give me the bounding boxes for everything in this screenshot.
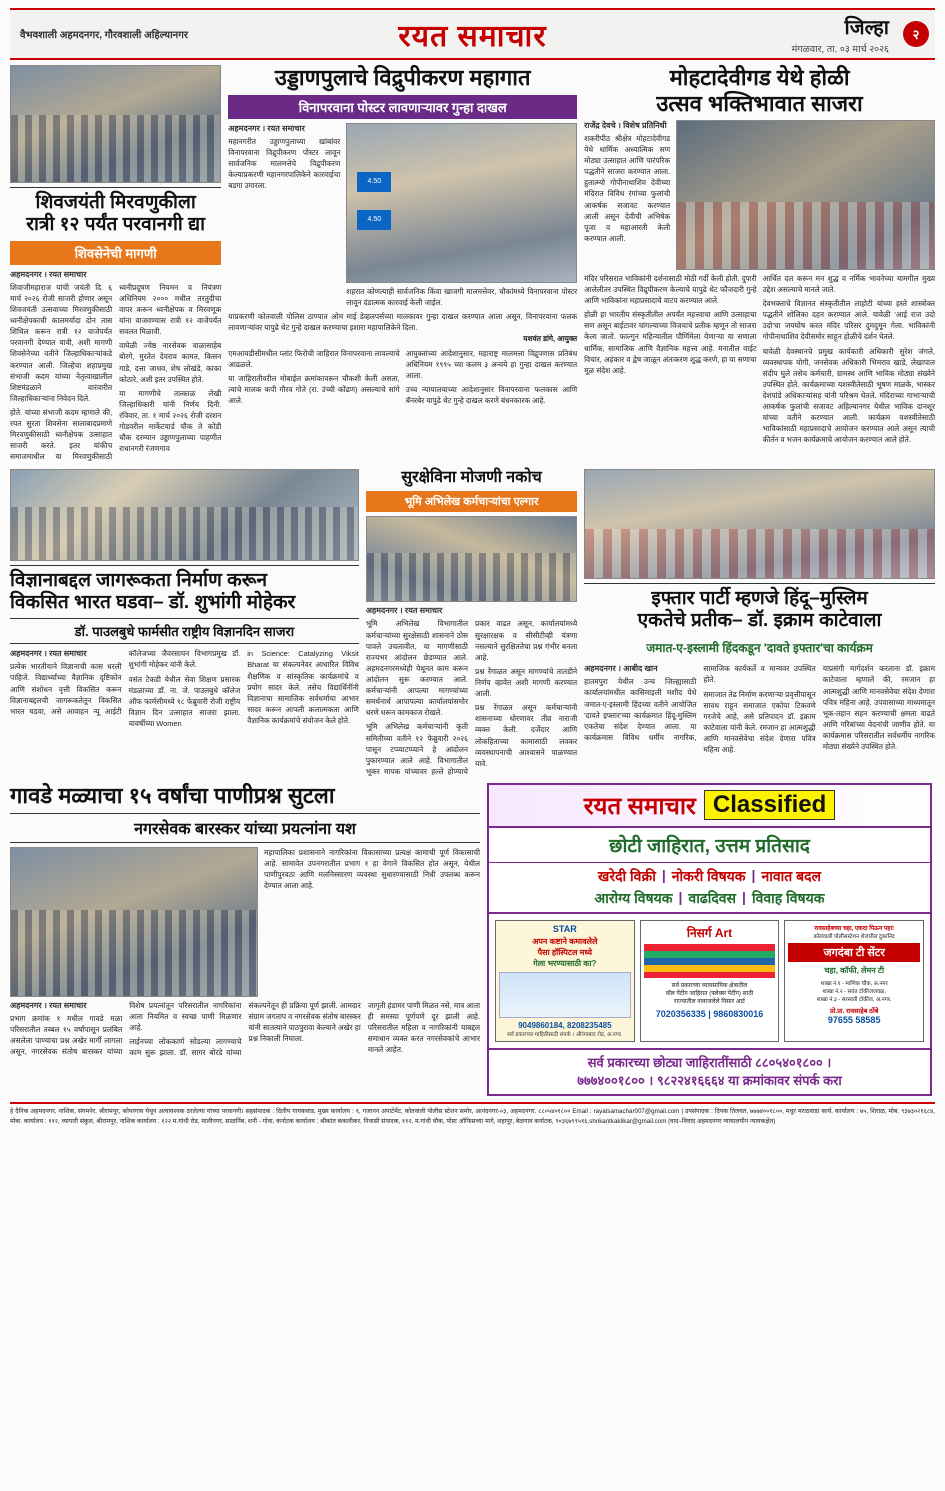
- left-column: [10, 65, 221, 463]
- masthead-meta: [675, 13, 925, 55]
- headline-mohatadevi-1: मोहटादेवीगड येथे होळी: [669, 65, 850, 90]
- ad-color-bars: [644, 944, 776, 978]
- ad-phone[interactable]: 9049860184, 8208235485: [518, 1020, 612, 1030]
- byline-science: अहमदनगर । रयत समाचार: [10, 649, 87, 659]
- right-para-1: शकरीपीठ श्रीक्षेत्र मोहटादेवीगड येथे धार्मिक अध्यात्मिक सण मोठ्या उत्साहात आणि पारंपरिक पद्धतीने साजरा करण्यात आला. हुतात्म्यो गोपीनाथाशिव देवीच्या मंदिरात विविध रंगांच्या फुलांची आकर्षक सजावट करण्यात आली असून देवीची अभिषेक पूजा व महाआरती केली करण्यात आली.: [584, 133, 671, 243]
- byline-left: अहमदनगर । रयत समाचार: [10, 269, 87, 279]
- band-jamat-iftar: जमात-ए-इस्लामी हिंदकडून 'दावते इफ्तार'चा कार्यक्रम: [646, 641, 873, 656]
- mid-right-para-1: आयुक्तांच्या आदेशानुसार, महाराष्ट्र मालमत्ता विद्रुपणास प्रतिबंध अधिनियम १९९५ च्या कलम ३ अन्वये हा गुन्हा दाखल करण्यात आला.: [405, 348, 578, 380]
- classified-footer-line1: सर्व प्रकारच्या छोट्या जाहिरातींसाठी ८८०५४०१८०० ।: [587, 1054, 832, 1070]
- ad-doctor-image: [499, 972, 631, 1018]
- headline-science-1: विज्ञानाबद्दल जागरूकता निर्माण करून: [10, 569, 268, 591]
- band-bhumi-abhilekh: भूमि अभिलेख कर्मचाऱ्यांचा एल्गार: [366, 491, 577, 512]
- left-para-3: होते. यांच्या संभाजी कदम म्हणाले की, रयत सुरता शिवसेना सालाबादप्रमाणे मिरवणुकीसाठी ध्वनीक्षेपक उत्साहात साजरी करते. इतर यांकीच समाजमाधील या मिरवणुकीसाठी ध्वनीप्रदूषण नियमन व नियंत्रण अधिनियम २००० मधील तरतुदीचा वापर करून ध्वनीक्षेपक व मिरवणूक यांना वाजवण्यास रात्री १२ वाजेपर्यंत सवलत मिळावी.: [10, 282, 222, 462]
- band-shivsena-demand: शिवसेनेची मागणी: [10, 241, 221, 265]
- mid-column: [228, 65, 577, 463]
- poster-sticker-2: 4.50: [357, 210, 391, 230]
- masthead-section: जिल्हा: [844, 17, 889, 39]
- divider-icon: |: [661, 866, 666, 883]
- byline-survey: अहमदनगर । रयत समाचार: [365, 606, 443, 616]
- mid-left-para-1: एमआयडीसीमधील प्लांट फिरोची जाहिरात विनापरवाना लावल्याचे आढळले.: [228, 348, 400, 369]
- top-section: [10, 65, 935, 463]
- ad2-line3: राज्यातील नावाजलेले निसार आर्ट: [674, 998, 745, 1005]
- classified-footer: [489, 1048, 930, 1094]
- ad2-line1: सर्व प्रकारच्या व्यावसायिक क्षेत्रातील: [671, 982, 748, 989]
- headline-survey: सुरक्षेविना मोजणी नकोच: [401, 468, 542, 486]
- right-para-5: देवभक्ताचे विज्ञानत संस्कृतीतील लाहोटी यांच्या हस्ते शास्त्रोक्त पद्धतीने शोलिका दहन करण्यात आले. यावेळी 'आई राज उदो उदो'चा जयघोष करत मंदिर परिसर दुमदुमून गेला. भाविकांनी गोपीनाथाशिव देवीसमोर साहून होळीचे दर्शन घेतले.: [762, 299, 935, 342]
- classified-category-row-1: [495, 867, 924, 886]
- mid-photo-caption2: याप्रकरणी कोतवाली पोलिस ठाण्यात ओम माई डेव्हलपर्सच्या मालकावर गुन्हा दाखल करण्यात आला असून, विनापरवाना फलक लावणाऱ्यांवर यापुढे थेट गुन्हे दाखल करण्याचा इशारा महापालिकेने दिला.: [228, 312, 578, 333]
- water-para-1: प्रभाग क्रमांक १ मधील गावडे मळा परिसरातील तब्बल १५ वर्षांपासून प्रलंबित असलेला पाण्याचा प्रश्न अखेर मार्गी लागला असून, नगरसेवक संतोष बारस्कर यांच्या विशेष प्रयत्नांतून परिसरातील नागरिकांना आता नियमित व स्वच्छ पाणी मिळणार आहे.: [10, 1000, 242, 1057]
- page-number-badge: २: [903, 21, 929, 47]
- ad-brand-star: STAR: [552, 923, 577, 934]
- ad-nisarg-art[interactable]: [640, 920, 780, 1042]
- classified-categories: [489, 863, 930, 914]
- survey-para-4: प्रश्न रेंगाळत असून कर्मचाऱ्यांनी शासनाच्या धोरणावर तीव्र नाराजी व्यक्त केली. दर्जेदार आणि लोकहिताच्या कामासाठी लवकर व्यवस्थापनाची आश्वासने पाळण्यात यावे.: [474, 703, 578, 768]
- masthead-title: रयत समाचार: [398, 19, 547, 53]
- band-poster-case: विनापरवाना पोस्टर लावणाऱ्यावर गुन्हा दाखल: [228, 95, 577, 119]
- classified-category-row-2: [495, 889, 924, 908]
- headline-water: गावडे मळ्याचा १५ वर्षांचा पाणीप्रश्न सुटला: [10, 782, 335, 808]
- ad3-owner: प्रो.प्रा. रावसाहेब ठोंबे: [830, 1007, 879, 1015]
- left-para-4: या मागणीचे तात्काळ लेखी जिल्हाधिकारी यांनी निर्णय दिनी. रविवार, ता. १ मार्च २०२६ रोजी दरशन गोडवरील मार्केटयार्ड चौक ते कोंडी चौक दरम्यान उड्डाणपुलाच्या पाहणीत राधानगरी रंजणगाव: [119, 388, 222, 454]
- band-pharmacy-science-day: डॉ. पाउलबुधे फार्मसीत राष्ट्रीय विज्ञानदिन साजरा: [10, 618, 359, 644]
- photo-shivjayanti: [10, 65, 221, 183]
- ad3-line3: चहा, कॉफी, लेमन टी: [824, 965, 885, 975]
- photo-flyover-pillar: [346, 123, 577, 283]
- right-para-3: होळी हा भारतीय संस्कृतीतील अपर्यंत महत्त्वाचा आणि उत्साहाचा सण असून बाईटावर चांगल्याच्या विजयाचे प्रतीक म्हणून तो साजरा केला जातो. फाल्गुन महिन्यातील पौर्णिमेला येणाऱ्या या सणाला धार्मिक, सामाजिक आणि वैज्ञानिक महत्त्व आहे. मनातील वाईट विचार, अहंकार व द्वेष जाळून अंतःकरण शुद्ध करणे, हा या सणाचा मूळ संदेश आहे.: [584, 310, 757, 375]
- mid-signature: यशवंत डांगे, आयुक्त: [523, 334, 578, 344]
- survey-para-1: भूमि अभिलेख विभागातील कर्मचाऱ्यांच्या सुरक्षेसाठी शासनाने ठोस पावले उचलावीत, या मागणीसाठी राज्यभर आंदोलन छेडण्यात आले. अहमदनगरमध्येही येथूनत काम करून आंदोलन सुरू करण्यात आले. कर्मचाऱ्यांनी आपल्या मागण्यांच्या समर्थनार्थ आपापल्या कार्यालयांसमोर धरणे धरून कामकाज रोखले.: [365, 619, 468, 718]
- photo-iftar-party: [584, 469, 935, 579]
- mid-left-para-2: या जाहिरातीवरील मोबाईल क्रमांकावरून चौकशी केली असता, त्याचे मालक कपी गौरव गोते (रा. उंच्ची कोंढण) असल्याचे सांगे आले.: [228, 373, 400, 405]
- classified-category-health[interactable]: आरोग्य विषयक: [594, 889, 673, 906]
- right-para-4: आर्थित दल करून मन शुद्ध व नर्मिक भावनेच्या यामगील मुख्य उद्देश असल्याचे मानले जाते.: [762, 273, 935, 295]
- photo-holi-festival: [676, 120, 935, 270]
- byline-right: राजेंद्र देवचे । विशेष प्रतिनिधी: [584, 120, 667, 130]
- ad3-line2: कोलवाली पोलीसस्टेशन शेजारील दुकानिद: [813, 933, 895, 940]
- photo-water-residents: [10, 847, 258, 997]
- byline-water: अहमदनगर । रयत समाचार: [10, 1000, 87, 1010]
- survey-block: [366, 469, 577, 777]
- headline-shivjayanti-1: शिवजयंती मिरवणुकीला: [35, 192, 196, 213]
- classified-category-birthday[interactable]: वाढदिवस: [688, 889, 737, 906]
- water-para-2: लाईनच्या लोककार्ण सोडल्या लागण्याचे काम सुरू झाला. डॉ. सागर बोरडे यांच्या संकल्पनेतून ही प्रक्रिया पूर्ण झाली. आमदार संग्राम जगताप व नगरसेवक संतोष बारस्कर यांनी सातत्याने पाठपुरावा केल्याने अखेर हा प्रश्न निकाली निघाला.: [129, 1000, 361, 1058]
- mid-intro: महानगरीत उड्डाणपुलाच्या खांबांवर विनापरवाना विद्रुपीकरण पोस्टर लावून सार्वजनिक मालमत्तेचे विद्रुपीकरण केल्याप्रकरणी महानगरपालिकेने कारवाईचा बडगा उगारला.: [228, 136, 341, 191]
- imprint: हे दैनिक अहमदनगर, नाशिक, संगमनेर, श्रीरामपूर, कोपरगाव येथून अत्यावश्यक ठरलेल्या यांच्या परवानगी। सहसंपादक : दिलीप गायकवाड, मुख्य कार्यालय : १, गजानन अपार्टमेंट, कोतवाली पोलीस स्टेशन समोर, आनंदनगर-०३, अहमदनगर. ८८०५४०१८०० Email : rayatsamachar007@gmail.com | उपसंपादक : दिपक तिलवत, ७७७४००१८००, मधुर मराठवाडा कार्य. कार्यालय : ७५, शिराळ, मोब. ९३७३०२१६८४, मोबा. कार्यालय : ११२, व्यापारी संकुल, श्रीरामपूर, नाशिक कार्यालय : १२२ म.गांधी रोड, मालीनगर, साळनिंब, शनी - गोवा, कर्नाटक कार्यालय : श्रीकांत ककलीकर, निवासी संपादक, ११२, म.गांधी चौक, पोस्ट ऑफिसच्या मागे, शहापूर, बेळगाव कर्नाटक, ९०३६७९९५१६.shrikantkaklikar@gmail.com (वाद–विवाद अहमदनगर न्यायालयीन न्यायकक्षेत): [10, 1102, 935, 1126]
- classified-brand: रयत समाचार: [583, 792, 696, 820]
- water-para-4: जागृती हंडामर पाणी मिळत नसे, मात्र आता ही समस्या पूर्णपणे दूर झाली आहे. परिसरातील महिला व नागरिकांनी याबद्दल समाधान व्यक्त करत नगरसेवकांचे आभार मानले आहेत.: [367, 1000, 480, 1055]
- masthead: [10, 8, 935, 60]
- photo-survey-protest: [366, 516, 577, 602]
- ad2-line2: वॉल पेंटींग जाहिरात (फ्लेक्स पेंटींग) साठी: [665, 990, 754, 997]
- divider-icon: |: [678, 888, 683, 905]
- ad3-addr3: शाखा नं.३ - सरस्वती टॉकीज, अ.नगर.: [816, 996, 892, 1003]
- ad3-phone[interactable]: 97655 58585: [827, 1014, 881, 1025]
- ad3-line1: रावसाहेबच्या चहा, एकदा पिऊन पहा!: [814, 925, 895, 932]
- left-para-1: शिवाजीमहाराज यांची जयंती दि. ६ मार्च २०२६ रोजी साजरी होणार असून शिवजयंती उत्सवाच्या मिरवणुकीसाठी ध्वनीक्षेपकाची कालमर्यादा दोन तास शिथिल करून रात्री १२ वाजेपर्यंत परवानगी देण्यात यावी, अशी मागणी शिवसेनेच्या वतीने जिल्हाधिकाऱ्यांकडे करण्यात आली. जिल्हेचा शहाप्रमुख संभाजी कदम यांच्या नेतृत्वाखालील शिष्टमंडळाने वारंवारीत जिल्हाधिकाऱ्यांना निवेदन दिले.: [10, 282, 113, 403]
- headline-iftar-1: इफ्तार पार्टी म्हणजे हिंदू–मुस्लिम: [651, 587, 868, 609]
- ad-brand-nisarg: निसर्ग Art: [686, 925, 733, 940]
- byline-iftar: अहमदनगर । आबीद खान: [584, 664, 658, 674]
- classified-header: [489, 785, 930, 828]
- classified-category-buy-sell[interactable]: खरेदी विक्री: [597, 867, 656, 884]
- classified-subtitle: छोटी जाहिरात, उत्तम प्रतिसाद: [489, 828, 930, 863]
- divider-icon: |: [751, 866, 756, 883]
- science-para-2: in Science: Catalyzing Viksit Bharat या संकल्पनेवर आधारित विविध शैक्षणिक व सांस्कृतिक कार्यक्रमांचे व प्रयोग सादर केले. तसेच विद्यार्थिनींनी विज्ञानाचा सामाजिक सर्वधर्माचा आभार सादर करून आपली कलात्मकता आणि वैज्ञानिक कार्यक्रमांचे संयोजन केले होते.: [247, 649, 359, 726]
- classified-label: Classified: [704, 790, 835, 820]
- photo-science-day: [10, 469, 359, 561]
- headline-science-2: विकसित भारत घडवा– डॉ. शुभांगी मोहेकर: [10, 591, 296, 613]
- ad-jagdamba-tea[interactable]: [784, 920, 924, 1042]
- poster-sticker-1: 4.50: [357, 172, 391, 192]
- right-para-6: यावेळी देवस्थानचे प्रमुख कार्यकारी अधिकारी सुरेश जंगले, व्यवस्थापक योगी, जनसेवक अधिकारी भिमराव खाडे, लेखापाल संदीप घुले तसेच कर्मचारी, ग्रामस्थ आणि भाविक मोठ्या संख्येने उपस्थित होते. कार्यक्रमाच्या यशस्वीतेसाठी भूषण माळके, भास्कर देशपांडे अधिकाऱ्यांसह यांनी परिश्रम घेतले. मंदिराच्या गाभाऱ्याची आकर्षक फुलांची सजावट अहिल्यानगर येथील भाविक दानशूर यांच्या वतीने करण्यात आली. कार्यक्रम यशस्वीतेसाठी भाविकांसाठी महाप्रसादाचे आयोजन करण्यात आले असून त्याची कीर्तन व भजन कार्यक्रमाचे आयोजन करण्यात आले होते.: [762, 346, 935, 445]
- byline-mid: अहमदनगर । रयत समाचार: [228, 123, 305, 133]
- mid-right-para-2: उच्च न्यायालयाच्या आदेशानुसार विनापरवाना फलकास आणि बॅनरबेर यापुढे थेट गुन्हे दाखल करणे बंधनकारक आहे.: [405, 384, 578, 405]
- ad3-addr2: शाखा नं.२ - सवंत टॉकीजजवळ,: [822, 988, 886, 995]
- headline-iftar-2: एकतेचे प्रतीक– डॉ. इक्राम काटेवाला: [637, 609, 882, 631]
- right-column: [584, 65, 935, 463]
- left-para-2: वाघेळी ज्येष्ठ नारसेवक वाळासाहेब बोरगे, मुरतेत देवराव कामत, किसन गाडे, दत्ता जाधव, शेष लोखंडे, काका कोठारे, अशी इतर उपस्थित होते.: [119, 341, 222, 384]
- science-para-3: वसंत टेकडी येथील सेवा शिक्षण प्रसारक मंडळाच्या डॉ. ना. जे. पाउलबुधे कॉलेज ऑफ फार्मसीमध्ये १८ फेब्रुवारी रोजी राष्ट्रीय विज्ञान दिन उत्साहात साजरा झाला. यावर्षीच्या Women: [128, 674, 241, 729]
- bottom-section: [10, 783, 935, 1096]
- ad-line1: अपन कष्टाने कमावलेले: [532, 936, 598, 946]
- water-block: [10, 783, 480, 1096]
- band-corporator-efforts: नगरसेवक बारस्कर यांच्या प्रयत्नांना यश: [10, 813, 480, 843]
- survey-para-3: प्रश्न रेंगाळत असून मागण्यांचे तातडीने निर्णय व्हावेत अशी मागणी करण्यात आली.: [474, 666, 578, 699]
- ad-line2: पैसा हॉस्पिटल मध्ये: [537, 947, 593, 957]
- classified-category-name-change[interactable]: नावात बदल: [761, 867, 822, 884]
- masthead-tagline: वैभवशाली अहमदनगर, गौरवशाली अहिल्यानगर: [20, 30, 188, 41]
- headline-mohatadevi-2: उत्सव भक्तिभावात साजरा: [656, 90, 863, 116]
- headline-flyover: उड्डाणपुलाचे विद्रुपीकरण महागात: [274, 65, 531, 90]
- masthead-date: मंगळवार, ता. ०३ मार्च २०२६: [791, 44, 889, 55]
- survey-para-2: भूमि अभिलेख कर्मचाऱ्यांनी कृती समितीच्या वतीने १२ फेब्रुवारी २०२६ पासून टप्प्याटप्प्याने हे आंदोलन पुकारण्यात आले आहे. विभागातील भूकर मापक यांच्यावर हल्ले होण्याचे प्रकार वाढत असून, कार्यालयांमध्ये सुरक्षारक्षक व सीसीटीव्ही यंत्रणा नसल्याने सुरक्षिततेचा प्रश्न गंभीर बनला आहे.: [365, 619, 578, 776]
- right-para-2: मंदिर परिसरात भाविकांनी दर्शनासाठी मोठी गर्दी केली होती. दुपारी आलेलीतर उपस्थित विद्रुपीकरण केल्याचे यापुढे थेट फौजदारी गुन्हे आणि भाविकांना महाप्रसादाचे वाटप करण्यात आले.: [584, 273, 757, 306]
- iftar-para-1: हातमपुरा येथील उन्च जिल्ह्यासाठी कार्यालयांमधील कासिमाइली मशीद येथे जमात-ए-इस्लामी हिंदच्या वतीने आयोजित 'दावते इफ्तार'च्या कार्यक्रमात हिंदू-मुस्लिम एकतेचा संदेश देण्यात आला. या कार्यक्रमास विविध धर्मीय नागरिक, सामाजिक कार्यकर्ते व मान्यवर उपस्थित होते.: [584, 664, 816, 742]
- classified-category-jobs[interactable]: नोकरी विषयक: [671, 867, 746, 884]
- ad3-addr1: शाखा नं.१ - माणिक चौक, अ.नगर: [820, 980, 888, 987]
- iftar-block: [584, 469, 935, 777]
- science-block: [10, 469, 359, 777]
- classified-section: [487, 783, 932, 1096]
- classified-category-marriage[interactable]: विवाह विषयक: [751, 889, 825, 906]
- ad2-phone[interactable]: 7020356335 | 9860830016: [655, 1008, 764, 1019]
- mid-section: [10, 469, 935, 777]
- ad-note: सर्व प्रकारच्या माहितीसाठी संपर्क । औरंगाबाद रोड, अ.नगर.: [507, 1031, 623, 1038]
- science-para-1: प्रत्येक भारतीयाने विज्ञानाची कास धरली पाहिजे. विद्यार्थ्यांच्या वैज्ञानिक दृष्टिकोन आणि संशोधन वृत्ती विकसित करून विज्ञानाबद्दलची जागरूकतेतून विकसित भारत घडवा, असे आवाहन न्यू आईटी कॉलेजच्या जैवरसायन विभागप्रमुख डॉ. शुभांगी मोहेकर यांनी केले.: [10, 649, 241, 716]
- mid-photo-caption: शहरात कोणत्याही सार्वजनिक किंवा खाजगी मालमत्तेवर, चौकांमध्ये विनापरवाना पोस्टर लावून दंडात्मक कारवाई केली जाईल.: [346, 286, 578, 308]
- ad-star-hospital[interactable]: [495, 920, 635, 1042]
- water-para-3: महापालिका प्रशासनाने नागरिकांना विकासाच्या प्रत्यक्ष कामाची पूर्ण विकासाची आहे. सामावेत उपनगरातील प्रभाग १ हा वेगाने विकसित होत असून, येथील पाणीपुरवठा आणि मलनिस्सारण व्यवस्था सुधारण्यासाठी निधी उपलब्ध करून देण्यात आला आहे.: [264, 847, 480, 891]
- divider-icon: |: [742, 888, 746, 905]
- ad3-brand: जगदंबा टी सेंटर: [788, 943, 920, 962]
- headline-shivjayanti-2: रात्री १२ पर्यंत परवानगी द्या: [26, 214, 206, 236]
- classified-footer-line2: ७७७४००१८०० । ९८२२४१६६६४ या क्रमांकावर संपर्क करा: [577, 1073, 842, 1089]
- ad-line3: गेला भरण्यासाठी का?: [533, 958, 597, 968]
- iftar-para-2: समाजात तेढ निर्माण करणाऱ्या प्रवृत्तीपासून सावध राहून समाजात एकोपा टिकवणे गरजेचे आहे, असे प्रतिपादन डॉ. इक्राम काटेवाला यांनी केले. रमजान हा आत्मशुद्धी आणि मानवसेवेचा संदेश देणारा पवित्र महिना आहे.: [703, 689, 816, 755]
- classified-ads: [489, 914, 930, 1048]
- iftar-para-3: याप्रसंगी मार्गदर्शन करताना डॉ. इक्राम काटेवाला म्हणाले की, रमजान हा आत्मशुद्धी आणि मानवसेवेचा संदेश देणारा पवित्र महिना आहे. उपवासाच्या माध्यमातून भूक-तहान सहन करण्याची क्षमता वाढते आणि गरिबांच्या वेदनांची जाणीव होते. या कार्यक्रमास परिसरातील सर्वधर्मीय नागरिक मोठ्या संख्येने उपस्थित होते.: [822, 664, 935, 752]
